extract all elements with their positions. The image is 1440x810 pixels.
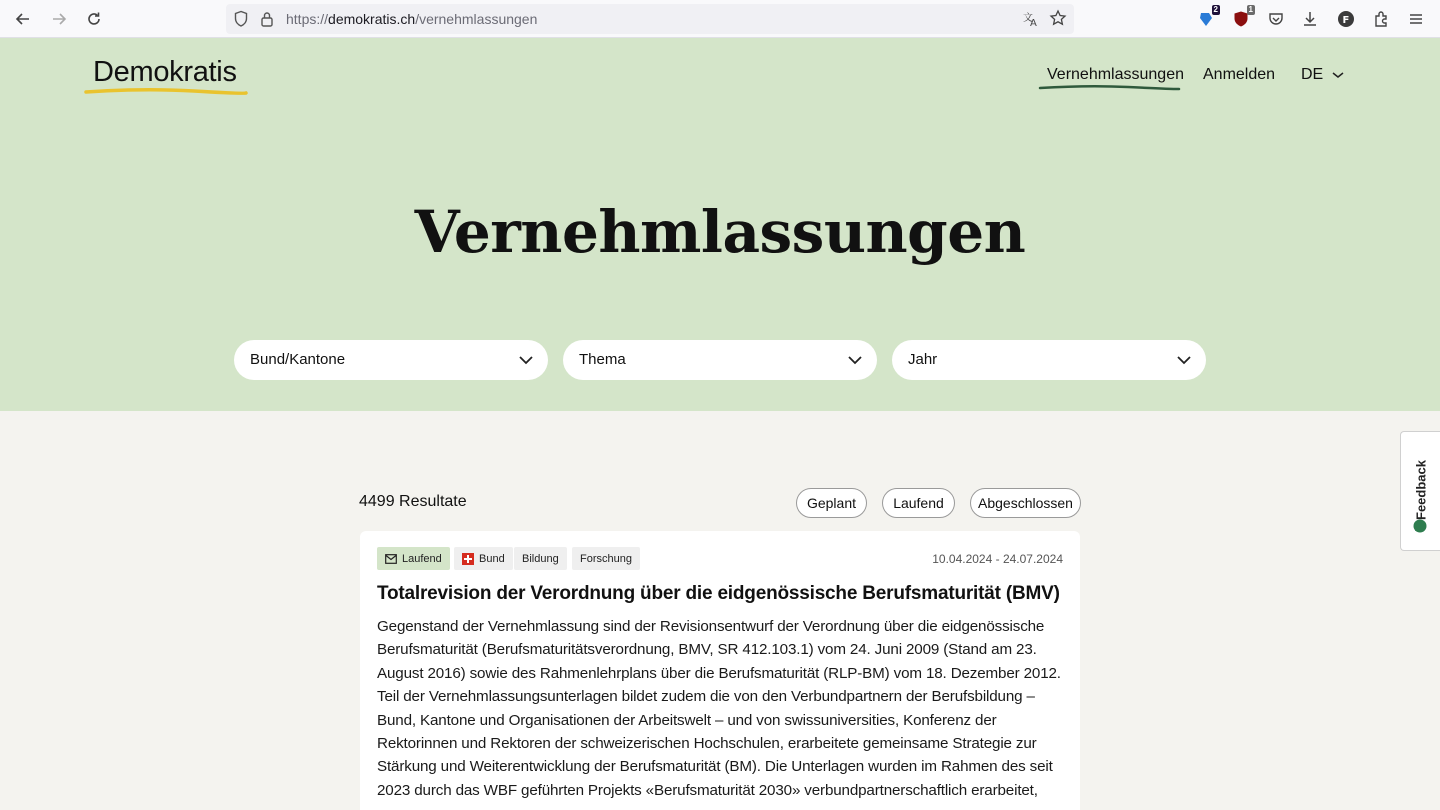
- profile-icon[interactable]: [1334, 7, 1358, 31]
- chevron-down-icon: [1331, 70, 1345, 80]
- reload-icon[interactable]: [82, 7, 106, 31]
- status-tag: [377, 547, 450, 570]
- extensions-puzzle-icon[interactable]: [1370, 7, 1394, 31]
- svg-text:F: F: [1342, 15, 1350, 26]
- forward-icon[interactable]: [47, 7, 71, 31]
- nav-link-anmelden[interactable]: Anmelden: [1203, 66, 1276, 83]
- site-logo[interactable]: Demokratis: [93, 56, 237, 88]
- topic-tag: Bildung: [514, 547, 567, 570]
- filter-label: Jahr: [908, 351, 938, 368]
- consultation-description: Gegenstand der Vernehmlassung sind der Revisionsentwurf der Verordnung über die eidgenössische Berufsmaturität (Berufsmaturitätsverordnung, BMV, SR 412.103.1) vom 24. Juni 2009 (Stand am 23. August 2016) sowie des Rahmenlehrplans über die Berufsmaturität (RLP-BM) vom 18. Dezember 2012. Teil der Vernehmlassungsunterlagen bildet zudem die von den Verbundpartnern der Berufsbildung – Bund, Kantone und Organisationen der Arbeitswelt – und von swissuniversities, Konferenz der Rektorinnen und Rektoren der schweizerischen Hochschulen, erarbeitete gemeinsame Strategie zur Stärkung und Weiterentwicklung der Berufsmaturität (BM). Die Unterlagen wurden im Rahmen des seit 2023 durch das WBF geführten Projekts «Berufsmaturität 2030» verbundpartnerschaftlich erarbeitet,: [377, 618, 1061, 799]
- level-tag-label: Bund: [479, 552, 505, 565]
- result-count: 4499 Resultate: [359, 493, 467, 510]
- status-filter-laufend[interactable]: Laufend: [882, 488, 955, 518]
- logo-underline: [84, 86, 250, 98]
- download-icon[interactable]: [1298, 7, 1322, 31]
- extension-blue-icon[interactable]: [1194, 7, 1218, 31]
- url-prefix: https://: [286, 11, 329, 27]
- language-label: DE: [1301, 66, 1324, 83]
- svg-text:A: A: [1030, 18, 1037, 28]
- browser-toolbar: [0, 0, 1440, 38]
- url-bar[interactable]: [226, 4, 1074, 34]
- filter-label: Thema: [579, 351, 626, 368]
- level-tag: [454, 547, 513, 570]
- shield-icon[interactable]: [233, 10, 249, 33]
- ublock-badge: 1: [1248, 5, 1253, 14]
- ublock-icon[interactable]: [1229, 7, 1253, 31]
- pocket-icon[interactable]: [1264, 7, 1288, 31]
- language-selector[interactable]: [1301, 66, 1345, 84]
- menu-hamburger-icon[interactable]: [1404, 7, 1428, 31]
- url-path: /vernehmlassungen: [415, 11, 538, 27]
- hero-section: [0, 38, 1440, 411]
- svg-text:文: 文: [1023, 13, 1033, 24]
- envelope-icon: [385, 554, 397, 564]
- url-text[interactable]: [286, 11, 537, 27]
- filter-jahr[interactable]: [892, 340, 1206, 380]
- consultation-title[interactable]: Totalrevision der Verordnung über die eidgenössische Berufsmaturität (BMV): [377, 583, 1060, 604]
- consultation-date-range: 10.04.2024 - 24.07.2024: [932, 552, 1063, 566]
- chat-bubble-icon: [1412, 518, 1428, 539]
- filter-label: Bund/Kantone: [250, 351, 346, 368]
- url-host: demokratis.ch: [328, 11, 416, 27]
- status-tag-label: Laufend: [402, 552, 442, 565]
- lock-icon[interactable]: [260, 10, 274, 33]
- feedback-tab[interactable]: [1400, 431, 1440, 551]
- feedback-label: Feedback: [1413, 460, 1429, 520]
- extension-badge: 2: [1213, 5, 1218, 14]
- page-title: Vernehmlassungen: [414, 198, 1026, 266]
- chevron-down-icon: [847, 353, 863, 367]
- chevron-down-icon: [518, 353, 534, 367]
- bookmark-star-icon[interactable]: [1049, 9, 1067, 32]
- nav-link-vernehmlassungen[interactable]: Vernehmlassungen: [1047, 66, 1184, 83]
- status-filter-geplant[interactable]: Geplant: [796, 488, 867, 518]
- consultation-card[interactable]: [360, 531, 1080, 810]
- filter-thema[interactable]: [563, 340, 877, 380]
- chevron-down-icon: [1176, 353, 1192, 367]
- topic-tag: Forschung: [572, 547, 640, 570]
- status-filter-abgeschlossen[interactable]: Abgeschlossen: [970, 488, 1081, 518]
- nav-active-underline: [1038, 83, 1182, 93]
- filter-bund-kantone[interactable]: [234, 340, 548, 380]
- translate-icon[interactable]: [1022, 10, 1040, 33]
- swiss-flag-icon: [462, 553, 474, 565]
- back-icon[interactable]: [11, 7, 35, 31]
